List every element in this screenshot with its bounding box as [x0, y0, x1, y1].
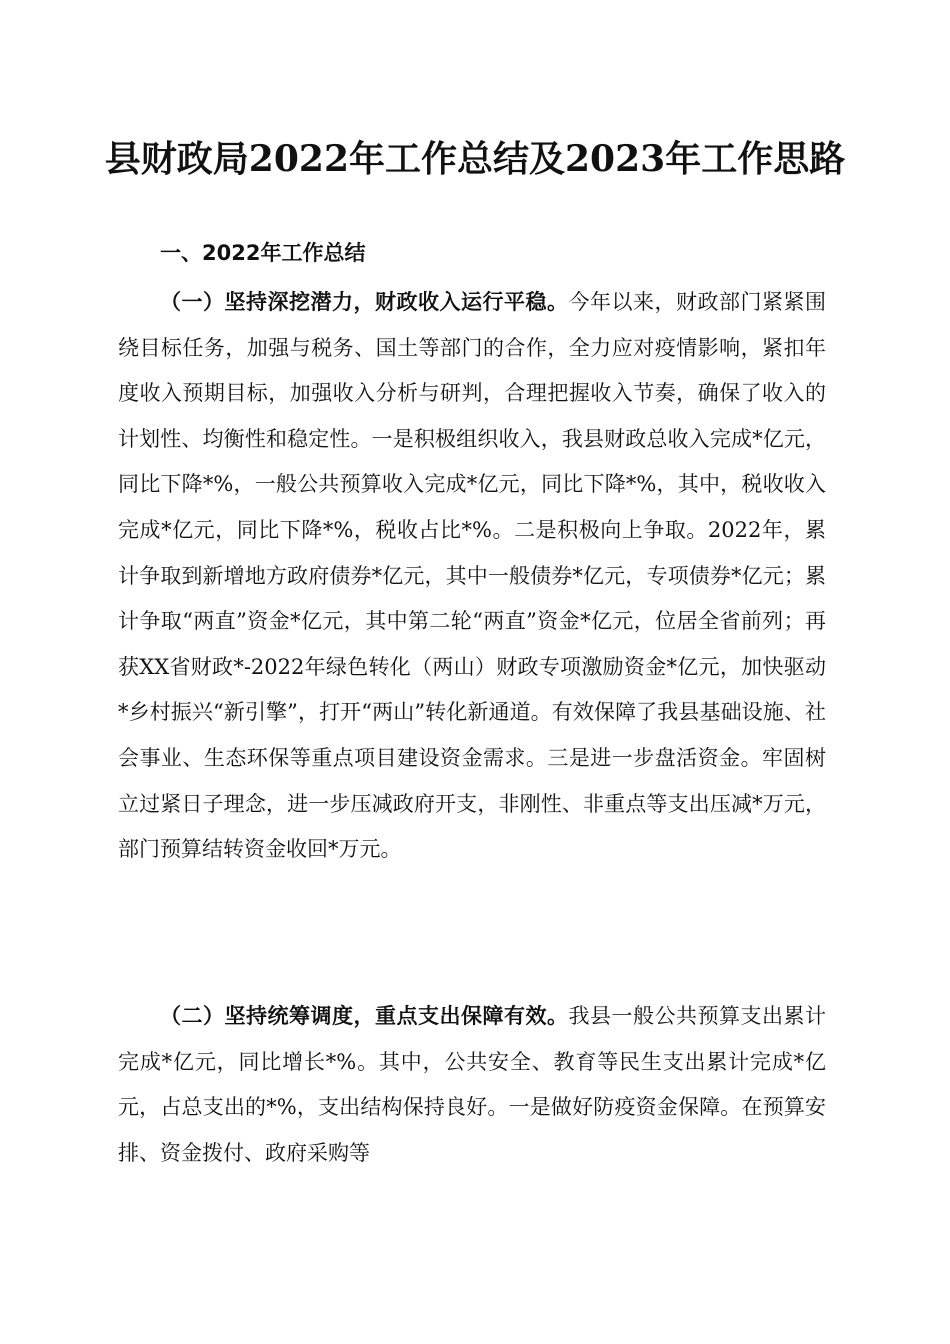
- paragraph-expenditure: [118, 993, 826, 1176]
- paragraph-body: 我县一般公共预算支出累计完成*亿元，同比增长*%。其中，公共安全、教育等民生支出累计完成*亿元，占总支出的*%，支出结构保持良好。一是做好防疫资金保障。在预算安排、资金拨付、政府采购等: [118, 1004, 826, 1165]
- document-title: 县财政局2022年工作总结及2023年工作思路: [104, 138, 846, 180]
- paragraph-revenue: [118, 279, 826, 873]
- paragraph-body: 今年以来，财政部门紧紧围绕目标任务，加强与税务、国土等部门的合作，全力应对疫情影响，紧扣年度收入预期目标，加强收入分析与研判，合理把握收入节奏，确保了收入的计划性、均衡性和稳定性。一是积极组织收入，我县财政总收入完成*亿元，同比下降*%，一般公共预算收入完成*亿元，同比下降*%，其中，税收收入完成*亿元，同比下降*%，税收占比*%。二是积极向上争取。2022年，累计争取到新增地方政府债券*亿元，其中一般债券*亿元，专项债券*亿元；累计争取“两直”资金*亿元，其中第二轮“两直”资金*亿元，位居全省前列；再获XX省财政*-2022年绿色转化（两山）财政专项激励资金*亿元，加快驱动*乡村振兴“新引擎”，打开“两山”转化新通道。有效保障了我县基础设施、社会事业、生态环保等重点项目建设资金需求。三是进一步盘活资金。牢固树立过紧日子理念，进一步压减政府开支，非刚性、非重点等支出压减*万元，部门预算结转资金收回*万元。: [118, 290, 826, 862]
- paragraph-lead: （二）坚持统筹调度，重点支出保障有效。: [160, 1003, 569, 1028]
- section-heading: 一、2022年工作总结: [160, 241, 366, 265]
- paragraph-lead: （一）坚持深挖潜力，财政收入运行平稳。: [160, 289, 569, 314]
